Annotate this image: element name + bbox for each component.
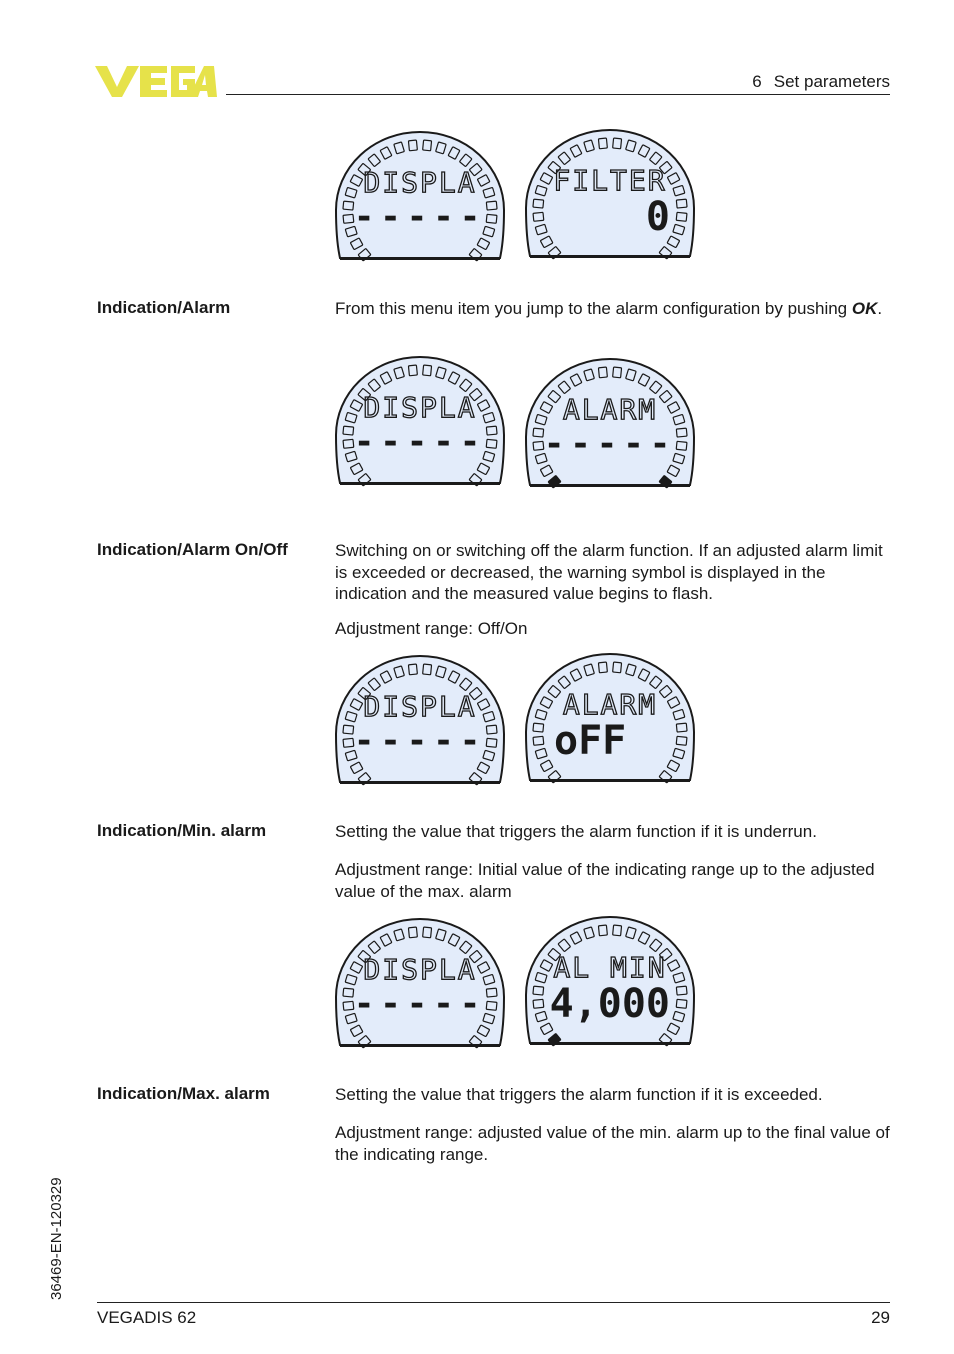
lcd-value-text: ----- bbox=[543, 424, 677, 464]
document-id: 36469-EN-120329 bbox=[48, 1177, 65, 1300]
lcd-top-text: DISPLA bbox=[363, 953, 477, 986]
lcd-value-text: ----- bbox=[353, 422, 487, 462]
lcd-display bbox=[524, 915, 696, 1050]
lcd-display bbox=[524, 652, 696, 787]
section-range-max-alarm: Adjustment range: adjusted value of the min. alarm up to the final value of the indicating range. bbox=[335, 1123, 890, 1164]
lcd-value-text: 4,000 bbox=[549, 981, 670, 1027]
lcd-top-text: ALARM bbox=[562, 688, 658, 721]
ok-key: OK bbox=[851, 299, 878, 318]
section-text-alarm bbox=[335, 298, 895, 320]
section-header bbox=[752, 72, 890, 92]
section-title: Set parameters bbox=[773, 72, 890, 91]
lcd-value-text: oFF bbox=[554, 718, 627, 764]
lcd-top-text: DISPLA bbox=[363, 690, 477, 723]
vega-logo bbox=[95, 64, 220, 98]
page-number: 29 bbox=[871, 1308, 890, 1327]
section-label-alarm-onoff: Indication/Alarm On/Off bbox=[97, 540, 288, 559]
lcd-display bbox=[334, 355, 506, 490]
text-after: . bbox=[877, 299, 883, 318]
section-range-alarm-onoff: Adjustment range: Off/On bbox=[335, 619, 528, 638]
section-range-min-alarm: Adjustment range: Initial value of the indicating range up to the adjusted value of the max. alarm bbox=[335, 860, 875, 901]
lcd-top-text: DISPLA bbox=[363, 166, 477, 199]
lcd-display bbox=[334, 130, 506, 265]
section-text-max-alarm: Setting the value that triggers the alarm function if it is exceeded. bbox=[335, 1085, 823, 1104]
lcd-display bbox=[334, 917, 506, 1052]
lcd-value-text: 0 bbox=[645, 194, 670, 240]
lcd-top-text: AL MIN bbox=[553, 951, 667, 984]
lcd-display bbox=[334, 654, 506, 789]
lcd-top-text: FILTER bbox=[553, 164, 667, 197]
lcd-display bbox=[524, 128, 696, 263]
footer-rule bbox=[97, 1302, 890, 1303]
product-name: VEGADIS 62 bbox=[97, 1308, 197, 1327]
lcd-value-text: ----- bbox=[353, 984, 487, 1024]
section-text-alarm-onoff: Switching on or switching off the alarm function. If an adjusted alarm limit is exceeded or decreased, the warning symbol is displayed in the indication and the measured value begins to flash. bbox=[335, 541, 883, 603]
section-number: 6 bbox=[752, 72, 762, 91]
lcd-value-text: ----- bbox=[353, 721, 487, 761]
section-label-min-alarm: Indication/Min. alarm bbox=[97, 821, 267, 840]
text-before: From this menu item you jump to the alarm configuration by pushing bbox=[335, 299, 852, 318]
section-label-alarm: Indication/Alarm bbox=[97, 298, 231, 317]
section-label-max-alarm: Indication/Max. alarm bbox=[97, 1084, 270, 1103]
lcd-value-text: ----- bbox=[353, 197, 487, 237]
lcd-top-text: ALARM bbox=[562, 393, 658, 426]
header-rule bbox=[226, 94, 890, 95]
lcd-top-text: DISPLA bbox=[363, 391, 477, 424]
section-text-min-alarm: Setting the value that triggers the alarm function if it is underrun. bbox=[335, 822, 817, 841]
lcd-display bbox=[524, 357, 696, 492]
